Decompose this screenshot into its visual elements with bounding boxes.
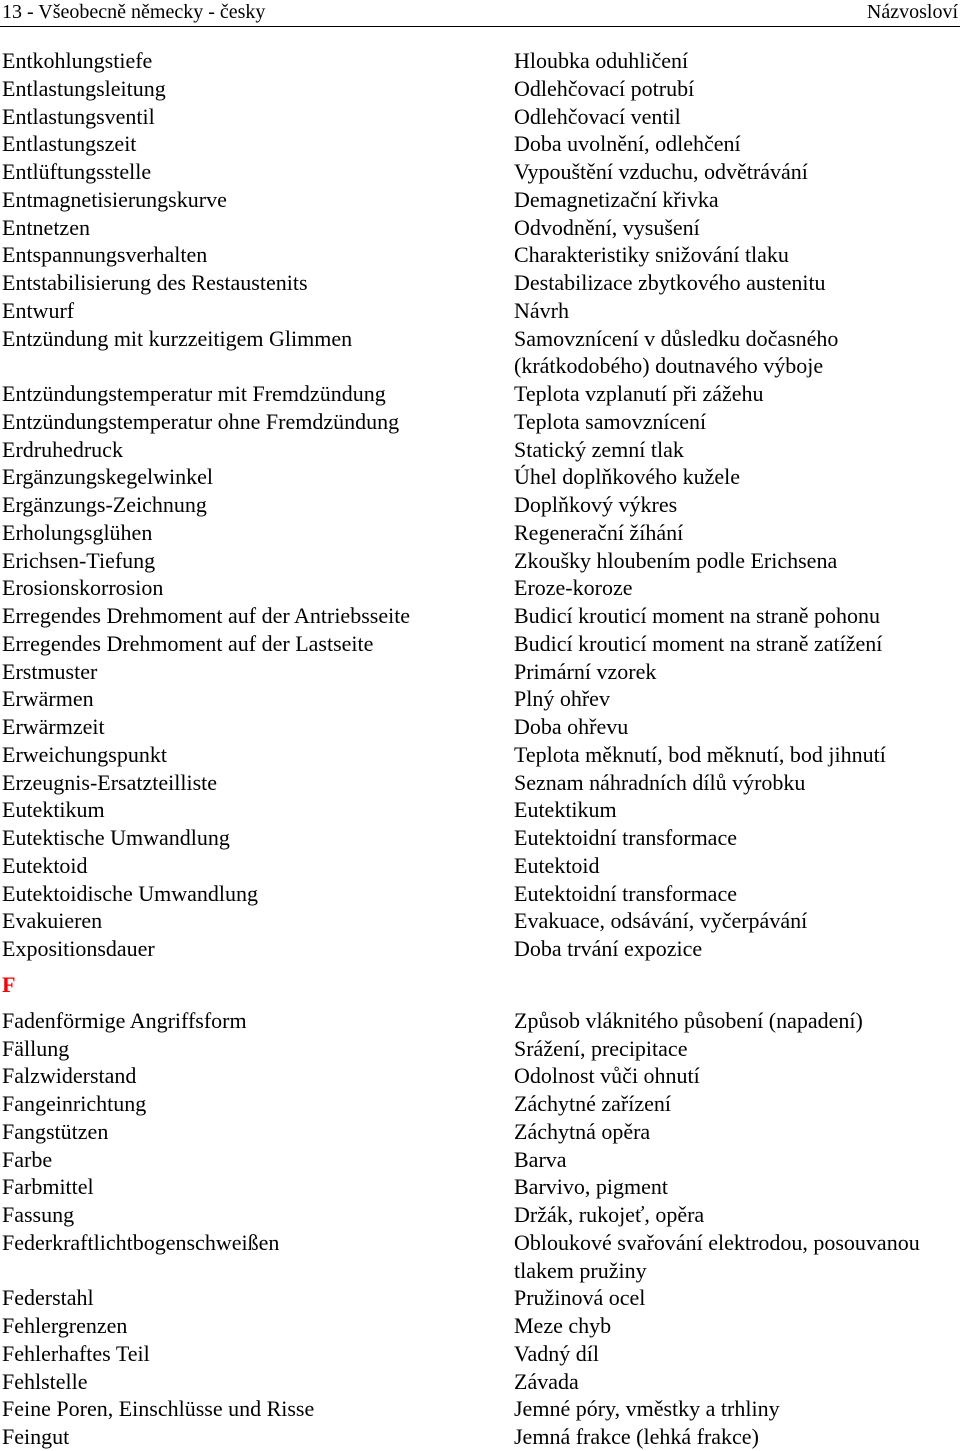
- glossary-entry: [0, 241, 960, 269]
- german-term: Eutektische Umwandlung: [2, 825, 230, 850]
- glossary-entry: [0, 325, 960, 381]
- glossary-entry: [0, 103, 960, 131]
- czech-term: Obloukové svařování elektrodou, posouvanou: [514, 1229, 920, 1255]
- czech-term: Barvivo, pigment: [514, 1174, 668, 1200]
- german-term: Erwärmzeit: [2, 714, 105, 739]
- czech-term: Plný ohřev: [514, 686, 610, 712]
- german-term: Erdruhedruck: [2, 436, 123, 462]
- german-term: Entlüftungsstelle: [2, 159, 152, 184]
- german-term: Erstmuster: [2, 658, 98, 684]
- german-term: Ergänzungs-Zeichnung: [2, 492, 207, 517]
- czech-term: Charakteristiky snižování tlaku: [514, 242, 789, 268]
- german-term: Evakuieren: [2, 908, 103, 934]
- german-term: Erweichungspunkt: [2, 741, 167, 767]
- glossary-entry: [0, 1035, 960, 1063]
- czech-term: Primární vzorek: [514, 658, 657, 684]
- czech-term: Budicí krouticí moment na straně pohonu: [514, 603, 880, 628]
- german-term: Fassung: [2, 1202, 75, 1227]
- glossary-list: [0, 47, 960, 1451]
- czech-term: Eutektoid: [514, 852, 600, 878]
- german-term: Entzündungstemperatur ohne Fremdzündung: [2, 408, 400, 434]
- glossary-entry: [0, 907, 960, 935]
- section-letter: F: [2, 971, 16, 997]
- czech-term: Držák, rukojeť, opěra: [514, 1202, 705, 1227]
- glossary-entry: [0, 491, 960, 519]
- czech-term: Odvodnění, vysušení: [514, 214, 700, 240]
- czech-term: Evakuace, odsávání, vyčerpávání: [514, 908, 808, 934]
- czech-term: Teplota vzplanutí při zážehu: [514, 381, 764, 406]
- page-header: [0, 0, 960, 27]
- glossary-entry: [0, 1146, 960, 1174]
- czech-term: Závada: [514, 1368, 579, 1394]
- german-term: Ergänzungskegelwinkel: [2, 464, 213, 490]
- german-term: Erregendes Drehmoment auf der Lastseite: [2, 630, 374, 656]
- glossary-entry: [0, 852, 960, 880]
- german-term: Feine Poren, Einschlüsse und Risse: [2, 1396, 315, 1422]
- glossary-entry: [0, 214, 960, 242]
- czech-term: Destabilizace zbytkového austenitu: [514, 270, 826, 295]
- czech-term: Eutektoidní transformace: [514, 880, 737, 906]
- german-term: Entmagnetisierungskurve: [2, 186, 227, 212]
- glossary-entry: [0, 519, 960, 547]
- glossary-entry: [0, 463, 960, 491]
- german-term: Entlastungszeit: [2, 131, 137, 157]
- glossary-entry: [0, 547, 960, 575]
- glossary-entry: [0, 186, 960, 214]
- german-term: Erholungsglühen: [2, 519, 153, 545]
- glossary-entry: [0, 436, 960, 464]
- czech-term: Zkoušky hloubením podle Erichsena: [514, 547, 838, 573]
- german-term: Fehlerhaftes Teil: [2, 1340, 150, 1366]
- czech-term: Jemné póry, vměstky a trhliny: [514, 1396, 780, 1422]
- german-term: Fangeinrichtung: [2, 1091, 147, 1116]
- german-term: Eutektoidische Umwandlung: [2, 880, 259, 906]
- czech-term-continued: tlakem pružiny: [514, 1257, 647, 1283]
- glossary-entry: [0, 1284, 960, 1312]
- german-term: Fadenförmige Angriffsform: [2, 1007, 247, 1033]
- glossary-entry: [0, 824, 960, 852]
- czech-term: Eutektoidní transformace: [514, 825, 737, 850]
- glossary-entry: [0, 658, 960, 686]
- german-term: Federstahl: [2, 1285, 94, 1311]
- german-term: Entkohlungstiefe: [2, 48, 153, 73]
- czech-term: Odolnost vůči ohnutí: [514, 1063, 700, 1089]
- czech-term: Doba uvolnění, odlehčení: [514, 131, 741, 157]
- glossary-entry: [0, 1007, 960, 1035]
- glossary-entry: [0, 574, 960, 602]
- czech-term: Doplňkový výkres: [514, 492, 678, 517]
- german-term: Falzwiderstand: [2, 1063, 137, 1089]
- czech-term: Doba trvání expozice: [514, 936, 703, 961]
- czech-term: Seznam náhradních dílů výrobku: [514, 769, 806, 795]
- glossary-entry: [0, 602, 960, 630]
- glossary-entry: [0, 741, 960, 769]
- czech-term: Odlehčovací potrubí: [514, 75, 695, 101]
- czech-term: Vadný díl: [514, 1340, 599, 1366]
- german-term: Entwurf: [2, 297, 75, 323]
- glossary-entry: [0, 713, 960, 741]
- german-term: Fangstützen: [2, 1118, 109, 1144]
- glossary-entry: [0, 130, 960, 158]
- glossary-entry: [0, 1340, 960, 1368]
- glossary-entry: [0, 1368, 960, 1396]
- german-term: Erosionskorrosion: [2, 575, 164, 601]
- german-term: Entlastungsventil: [2, 103, 155, 129]
- glossary-entry: [0, 796, 960, 824]
- czech-term: Pružinová ocel: [514, 1285, 646, 1311]
- glossary-entry: [0, 630, 960, 658]
- czech-term-continued: (krátkodobého) doutnavého výboje: [514, 353, 824, 379]
- czech-term: Barva: [514, 1146, 567, 1172]
- german-term: Farbmittel: [2, 1174, 94, 1200]
- glossary-entry: [0, 935, 960, 963]
- german-term: Erichsen-Tiefung: [2, 547, 156, 573]
- german-term: Entzündungstemperatur mit Fremdzündung: [2, 381, 386, 406]
- czech-term: Hloubka oduhličení: [514, 48, 689, 73]
- glossary-entry: [0, 75, 960, 103]
- glossary-entry: [0, 269, 960, 297]
- glossary-entry: [0, 1090, 960, 1118]
- czech-term: Regenerační žíhání: [514, 519, 684, 545]
- glossary-entry: [0, 380, 960, 408]
- czech-term: Způsob vláknitého působení (napadení): [514, 1007, 863, 1033]
- glossary-entry: [0, 297, 960, 325]
- glossary-entry: [0, 880, 960, 908]
- german-term: Eutektoid: [2, 852, 88, 878]
- german-term: Erzeugnis-Ersatzteilliste: [2, 769, 218, 795]
- glossary-entry: [0, 1173, 960, 1201]
- glossary-entry: [0, 1062, 960, 1090]
- german-term: Feingut: [2, 1424, 70, 1449]
- czech-term: Meze chyb: [514, 1313, 612, 1338]
- glossary-entry: [0, 769, 960, 797]
- german-term: Federkraftlichtbogenschweißen: [2, 1229, 280, 1255]
- german-term: Fehlstelle: [2, 1368, 88, 1394]
- section-letter-row: [0, 963, 960, 1007]
- czech-term: Srážení, precipitace: [514, 1035, 688, 1061]
- czech-term: Eutektikum: [514, 797, 617, 823]
- czech-term: Odlehčovací ventil: [514, 103, 681, 129]
- german-term: Entzündung mit kurzzeitigem Glimmen: [2, 325, 353, 351]
- german-term: Entlastungsleitung: [2, 75, 166, 101]
- czech-term: Návrh: [514, 297, 569, 323]
- czech-term: Jemná frakce (lehká frakce): [514, 1424, 759, 1449]
- german-term: Entspannungsverhalten: [2, 242, 208, 268]
- glossary-entry: [0, 408, 960, 436]
- header-title: 13 - Všeobecně německy - česky: [2, 1, 266, 23]
- glossary-entry: [0, 47, 960, 75]
- german-term: Expositionsdauer: [2, 936, 155, 961]
- german-term: Entstabilisierung des Restaustenits: [2, 270, 308, 295]
- czech-term: Úhel doplňkového kužele: [514, 464, 741, 490]
- czech-term: Budicí krouticí moment na straně zatížení: [514, 630, 883, 656]
- german-term: Entnetzen: [2, 214, 90, 240]
- glossary-entry: [0, 1229, 960, 1285]
- czech-term: Eroze-koroze: [514, 575, 633, 601]
- czech-term: Teplota samovznícení: [514, 408, 707, 434]
- glossary-entry: [0, 1423, 960, 1451]
- glossary-entry: [0, 1201, 960, 1229]
- glossary-entry: [0, 158, 960, 186]
- german-term: Fällung: [2, 1035, 70, 1061]
- german-term: Eutektikum: [2, 797, 105, 823]
- glossary-entry: [0, 1395, 960, 1423]
- czech-term: Statický zemní tlak: [514, 436, 684, 462]
- czech-term: Teplota měknutí, bod měknutí, bod jihnutí: [514, 741, 886, 767]
- czech-term: Samovznícení v důsledku dočasného: [514, 325, 839, 351]
- header-section: Názvosloví: [866, 1, 958, 23]
- glossary-entry: [0, 1312, 960, 1340]
- czech-term: Vypouštění vzduchu, odvětrávání: [514, 159, 808, 184]
- czech-term: Demagnetizační křivka: [514, 186, 719, 212]
- glossary-entry: [0, 1118, 960, 1146]
- czech-term: Záchytná opěra: [514, 1118, 651, 1144]
- czech-term: Záchytné zařízení: [514, 1091, 671, 1116]
- german-term: Erwärmen: [2, 686, 94, 712]
- german-term: Farbe: [2, 1146, 53, 1172]
- german-term: Erregendes Drehmoment auf der Antriebsseite: [2, 603, 411, 628]
- german-term: Fehlergrenzen: [2, 1313, 128, 1338]
- czech-term: Doba ohřevu: [514, 714, 629, 739]
- glossary-entry: [0, 685, 960, 713]
